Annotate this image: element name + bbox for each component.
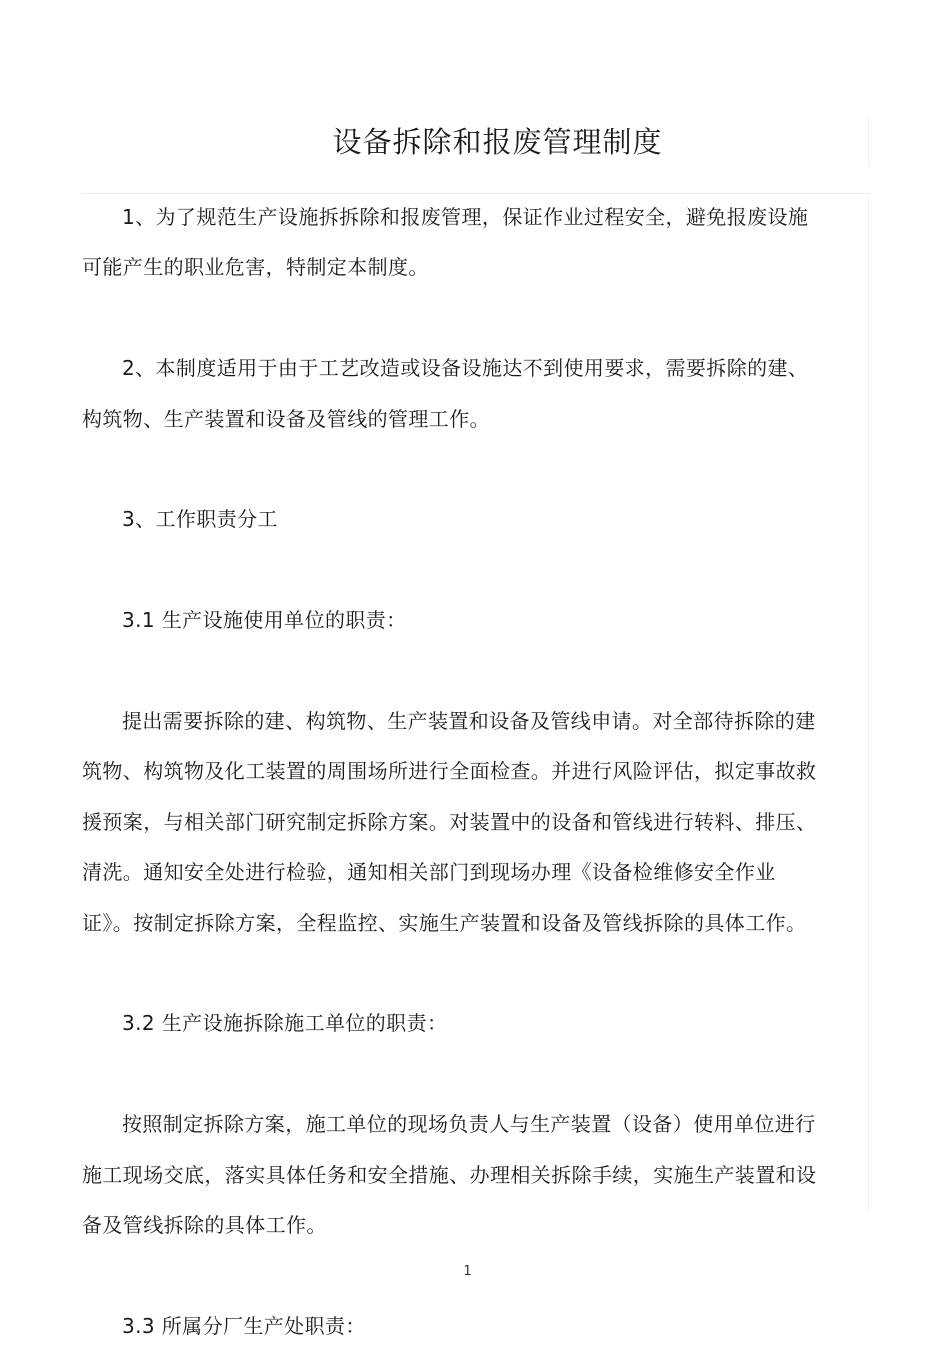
document-title: 设备拆除和报废管理制度 [332, 125, 663, 159]
subsection-heading-3-1: 3.1 生产设施使用单位的职责： [122, 608, 407, 633]
page-number: 1 [463, 1264, 472, 1279]
section-heading-responsibilities: 3、工作职责分工 [122, 507, 278, 532]
paragraph-3-2-body: 按照制定拆除方案，施工单位的现场负责人与生产装置（设备）使用单位进行施工现场交底，落实具体任务和安全措施、办理相关拆除手续，实施生产装置和设备及管线拆除的具体工作。 [82, 1112, 817, 1238]
paragraph-purpose: 1、为了规范生产设施拆拆除和报废管理，保证作业过程安全，避免报废设施可能产生的职业危害，特制定本制度。 [82, 205, 809, 280]
subsection-heading-3-2: 3.2 生产设施拆除施工单位的职责： [122, 1011, 448, 1036]
paragraph-scope: 2、本制度适用于由于工艺改造或设备设施达不到使用要求，需要拆除的建、构筑物、生产装置和设备及管线的管理工作。 [82, 356, 809, 431]
frame-line-right [868, 196, 869, 1211]
subsection-heading-3-3: 3.3 所属分厂生产处职责： [122, 1313, 366, 1338]
paragraph-3-1-body: 提出需要拆除的建、构筑物、生产装置和设备及管线申请。对全部待拆除的建筑物、构筑物及化工装置的周围场所进行全面检查。并进行风险评估，拟定事故救援预案，与相关部门研究制定拆除方案。对装置中的设备和管线进行转料、排压、清洗。通知安全处进行检验，通知相关部门到现场办理《设备检维修安全作业证》。按制定拆除方案，全程监控、实施生产装置和设备及管线拆除的具体工作。 [82, 709, 817, 935]
document-body [82, 192, 822, 1351]
